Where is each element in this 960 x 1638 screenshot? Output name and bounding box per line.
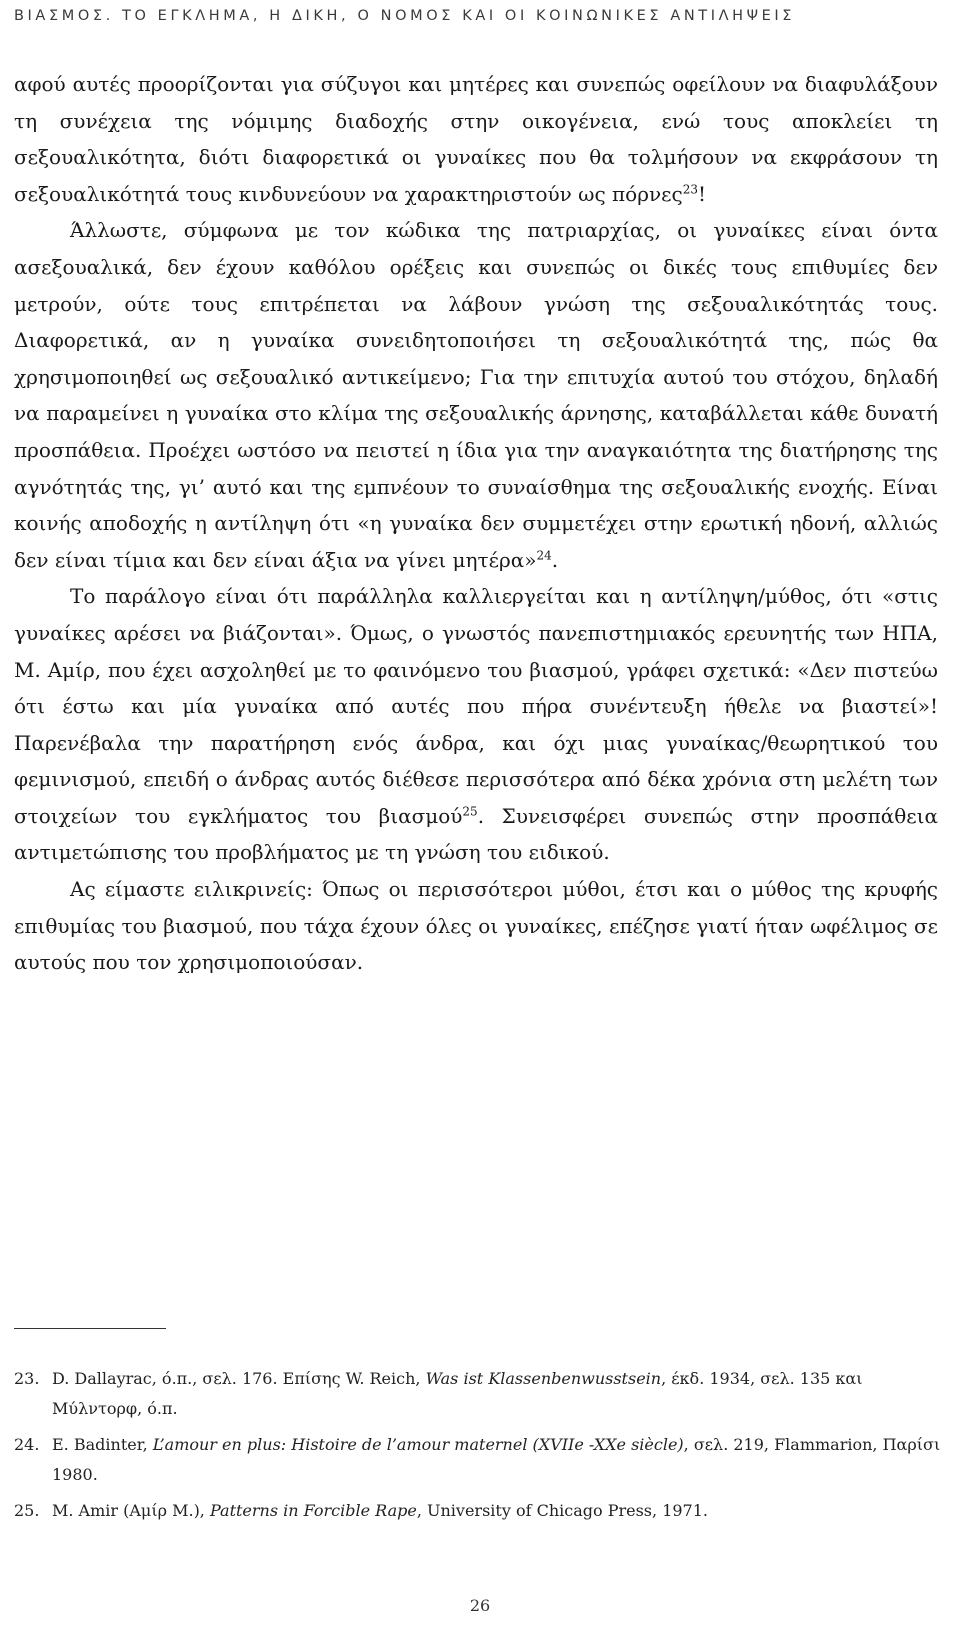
page-number: 26: [469, 1596, 491, 1615]
footnote-ref-25[interactable]: 25: [462, 804, 478, 819]
footnote-number: 24.: [14, 1435, 40, 1454]
footnote-title: Patterns in Forcible Rape: [209, 1501, 417, 1520]
footnotes: [14, 1364, 944, 1532]
paragraph-1: [14, 66, 938, 212]
paragraph-tail: .: [551, 547, 559, 572]
footnote-ref-24[interactable]: 24: [536, 548, 552, 563]
paragraph-text: Άλλωστε, σύμφωνα με τον κώδικα της πατριαρχίας, οι γυναίκες είναι όντα ασεξουαλικά, δεν έχουν καθόλου ορέξεις και συνεπώς οι δικές τους επιθυμίες δεν μετρούν, ούτε τους επιτρέπεται να λάβουν γνώση της σεξουαλικότητάς τους. Διαφορετικά, αν η γυναίκα συνειδητοποιήσει τη σεξουαλικότητά της, πώς θα χρησιμοποιηθεί ως σεξουαλικό αντικείμενο; Για την επιτυχία αυτού του στόχου, δηλαδή να παραμείνει η γυναίκα στο κλίμα της σεξουαλικής άρνησης, καταβάλλεται κάθε δυνατή προσπάθεια. Προέχει ωστόσο να πειστεί η ίδια για την αναγκαιότητα της διατήρησης της αγνότητάς της, γι’ αυτό και της εμπνέουν το συναίσθημα της σεξουαλικής ενοχής. Είναι κοινής αποδοχής η αντίληψη ότι «η γυναίκα δεν συμμετέχει στην ερωτική ηδονή, αλλιώς δεν είναι τίμια και δεν είναι άξια να γίνει μητέρα»: [14, 218, 938, 572]
paragraph-tail: . Συνεισφέρει συνεπώς στην προσπάθεια αντιμετώπισης του προβλήματος με τη γνώση του ειδικού.: [14, 803, 938, 865]
footnote-ref-23[interactable]: 23: [682, 182, 698, 197]
footnote-text: [52, 1430, 944, 1490]
footnote-divider: [14, 1328, 166, 1329]
paragraph-tail: !: [697, 181, 707, 206]
footnote-text: [52, 1496, 944, 1526]
footnote-text-post: , University of Chicago Press, 1971.: [416, 1501, 708, 1520]
footnote-23: [14, 1364, 944, 1424]
paragraph-3: [14, 578, 938, 871]
footnote-title: L’amour en plus: Histoire de l’amour maternel (XVIIe -XXe siècle): [152, 1435, 684, 1454]
footnote-25: [14, 1496, 944, 1526]
footnote-title: Was ist Klassenbenwusstsein: [425, 1369, 662, 1388]
paragraph-text: αφού αυτές προορίζονται για σύζυγοι και μητέρες και συνεπώς οφείλουν να διαφυλάξουν τη συνέχεια της νόμιμης διαδοχής στην οικογένεια, ενώ τους αποκλείει τη σεξουαλικότητα, διότι διαφορετικά οι γυναίκες που θα τολμήσουν να εκφράσουν τη σεξουαλικότητά τους κινδυνεύουν να χαρακτηριστούν ως πόρνες: [14, 72, 938, 206]
footnote-number: 25.: [14, 1501, 40, 1520]
footnote-text-post: , σελ. 219, Flammarion, Παρίσι 1980.: [52, 1435, 941, 1484]
paragraph-2: [14, 212, 938, 578]
body-text: [14, 66, 938, 981]
paragraph-4: [14, 871, 938, 981]
footnote-text-post: , έκδ. 1934, σελ. 135 και Μύλντορφ, ό.π.: [52, 1369, 863, 1418]
footnote-text-pre: D. Dallayrac, ό.π., σελ. 176. Επίσης W. Reich,: [52, 1369, 426, 1388]
footnote-text: [52, 1364, 944, 1424]
footnote-text-pre: M. Amir (Αμίρ Μ.),: [52, 1501, 210, 1520]
footnote-text-pre: E. Badinter,: [52, 1435, 153, 1454]
paragraph-text: Ας είμαστε ειλικρινείς: Όπως οι περισσότεροι μύθοι, έτσι και ο μύθος της κρυφής επιθυμίας του βιασμού, που τάχα έχουν όλες οι γυναίκες, επέζησε γιατί ήταν ωφέλιμος σε αυτούς που τον χρησιμοποιούσαν.: [14, 877, 938, 975]
paragraph-text: Το παράλογο είναι ότι παράλληλα καλλιεργείται και η αντίληψη/μύθος, ότι «στις γυναίκες αρέσει να βιάζονται». Όμως, ο γνωστός πανεπιστημιακός ερευνητής των ΗΠΑ, Μ. Αμίρ, που έχει ασχοληθεί με το φαινόμενο του βιασμού, γράφει σχετικά: «Δεν πιστεύω ότι έστω και μία γυναίκα από αυτές που πήρα συνέντευξη ήθελε να βιαστεί»! Παρενέβαλα την παρατήρηση ενός άνδρα, και όχι μιας γυναίκας/θεωρητικού του φεμινισμού, επειδή ο άνδρας αυτός διέθεσε περισσότερα από δέκα χρόνια στη μελέτη των στοιχείων του εγκλήματος του βιασμού: [14, 584, 938, 828]
running-header: ΒΙΑΣΜΟΣ. ΤΟ ΕΓΚΛΗΜΑ, Η ΔΙΚΗ, Ο ΝΟΜΟΣ ΚΑΙ ΟΙ ΚΟΙΝΩΝΙΚΕΣ ΑΝΤΙΛΗΨΕΙΣ: [14, 8, 796, 24]
footnote-24: [14, 1430, 944, 1490]
footnote-number: 23.: [14, 1369, 40, 1388]
